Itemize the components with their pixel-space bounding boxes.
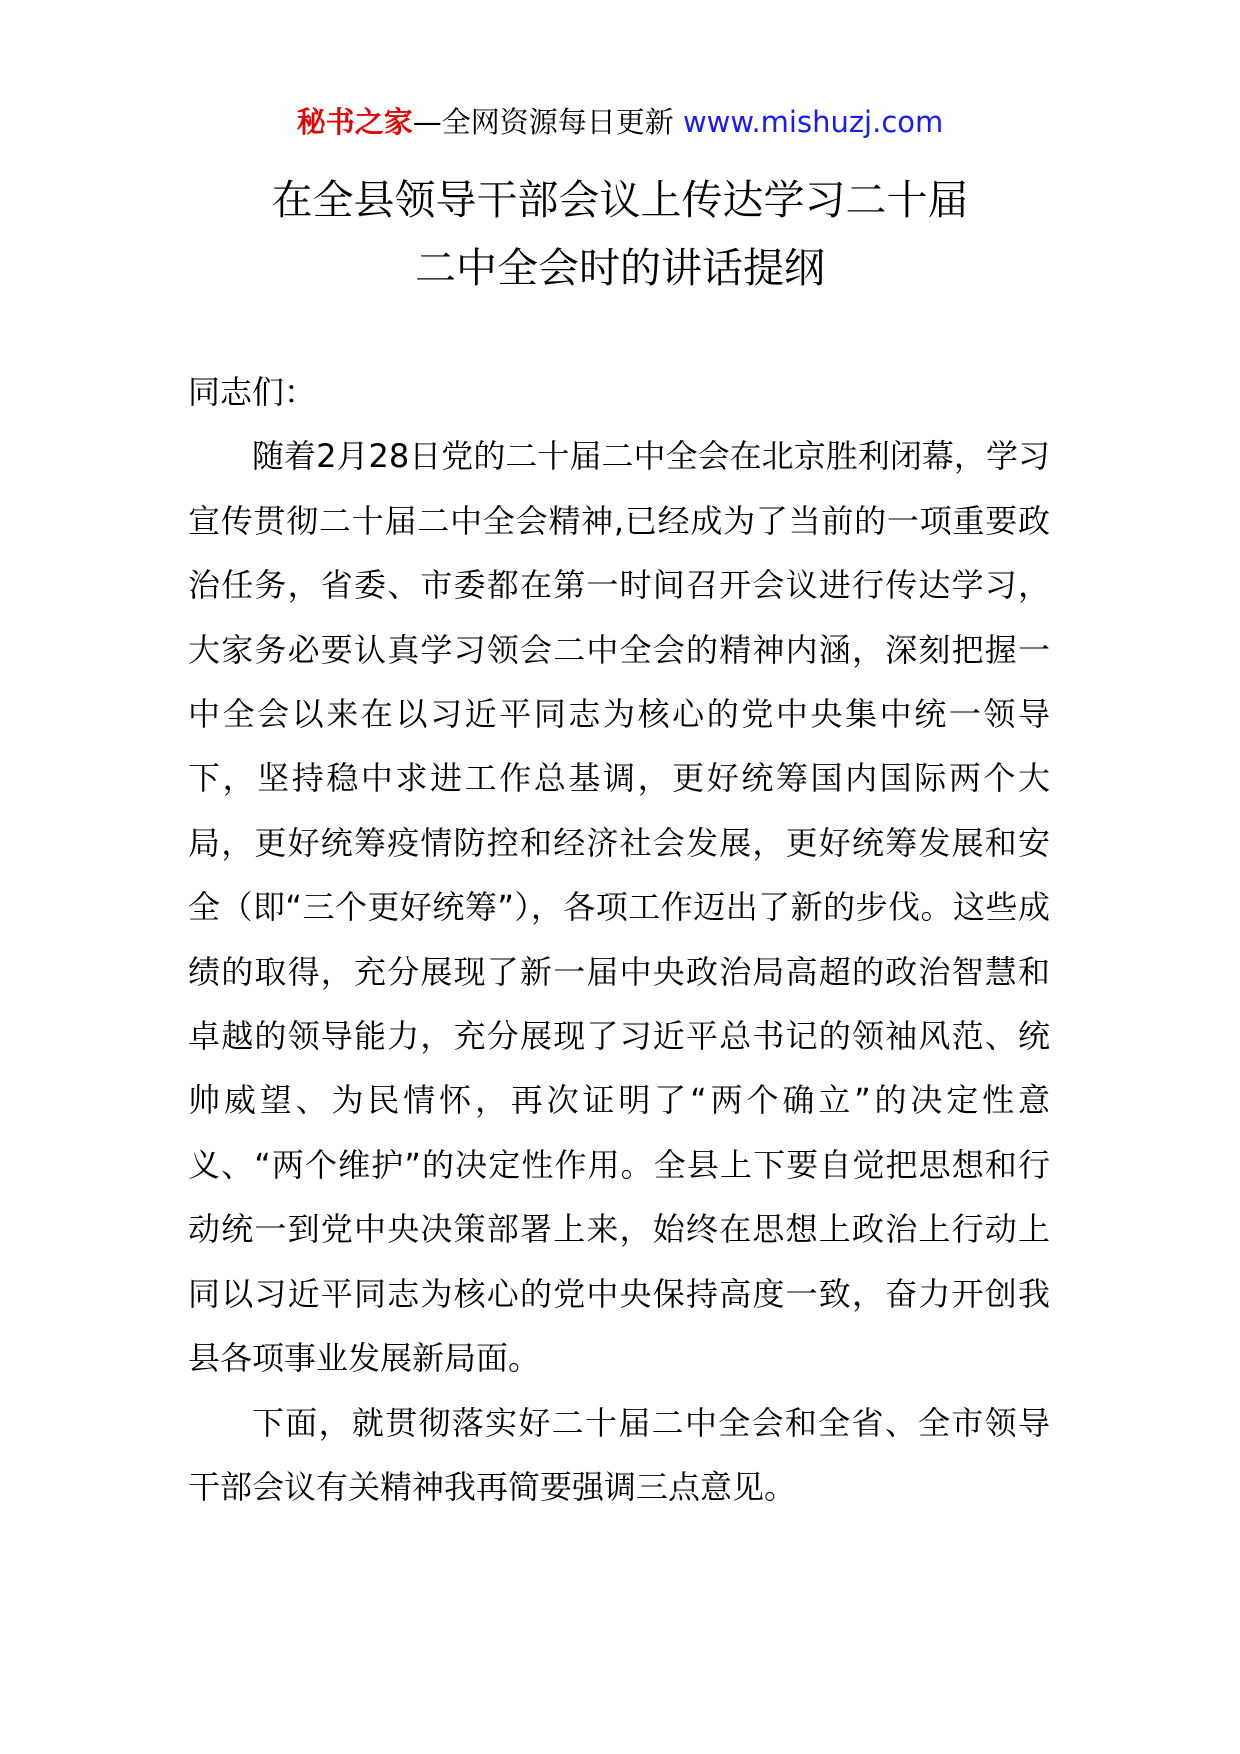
document-title: [0, 166, 1240, 302]
site-brand: 秘书之家: [296, 105, 413, 139]
title-line-2: 二中全会时的讲话提纲: [415, 244, 825, 292]
site-header: [0, 102, 1240, 142]
title-line-1: 在全县领导干部会议上传达学习二十届: [271, 176, 969, 224]
salutation: 同志们：: [188, 373, 317, 411]
document-body: [188, 360, 1050, 1519]
site-slogan: —全网资源每日更新: [412, 105, 683, 139]
body-paragraph-2: 下面，就贯彻落实好二十届二中全会和全省、全市领导干部会议有关精神我再简要强调三点意见。: [188, 1403, 1050, 1506]
site-url-link[interactable]: www.mishuzj.com: [682, 105, 944, 139]
body-paragraph-1: 随着2月28日党的二十届二中全会在北京胜利闭幕，学习宣传贯彻二十届二中全会精神,已经成为了当前的一项重要政治任务，省委、市委都在第一时间召开会议进行传达学习，大家务必要认真学习领会二中全会的精神内涵，深刻把握一中全会以来在以习近平同志为核心的党中央集中统一领导下，坚持稳中求进工作总基调，更好统筹国内国际两个大局，更好统筹疫情防控和经济社会发展，更好统筹发展和安全（即“三个更好统筹”），各项工作迈出了新的步伐。这些成绩的取得，充分展现了新一届中央政治局高超的政治智慧和卓越的领导能力，充分展现了习近平总书记的领袖风范、统帅威望、为民情怀，再次证明了“两个确立”的决定性意义、“两个维护”的决定性作用。全县上下要自觉把思想和行动统一到党中央决策部署上来，始终在思想上政治上行动上同以习近平同志为核心的党中央保持高度一致，奋力开创我县各项事业发展新局面。: [188, 437, 1050, 1378]
